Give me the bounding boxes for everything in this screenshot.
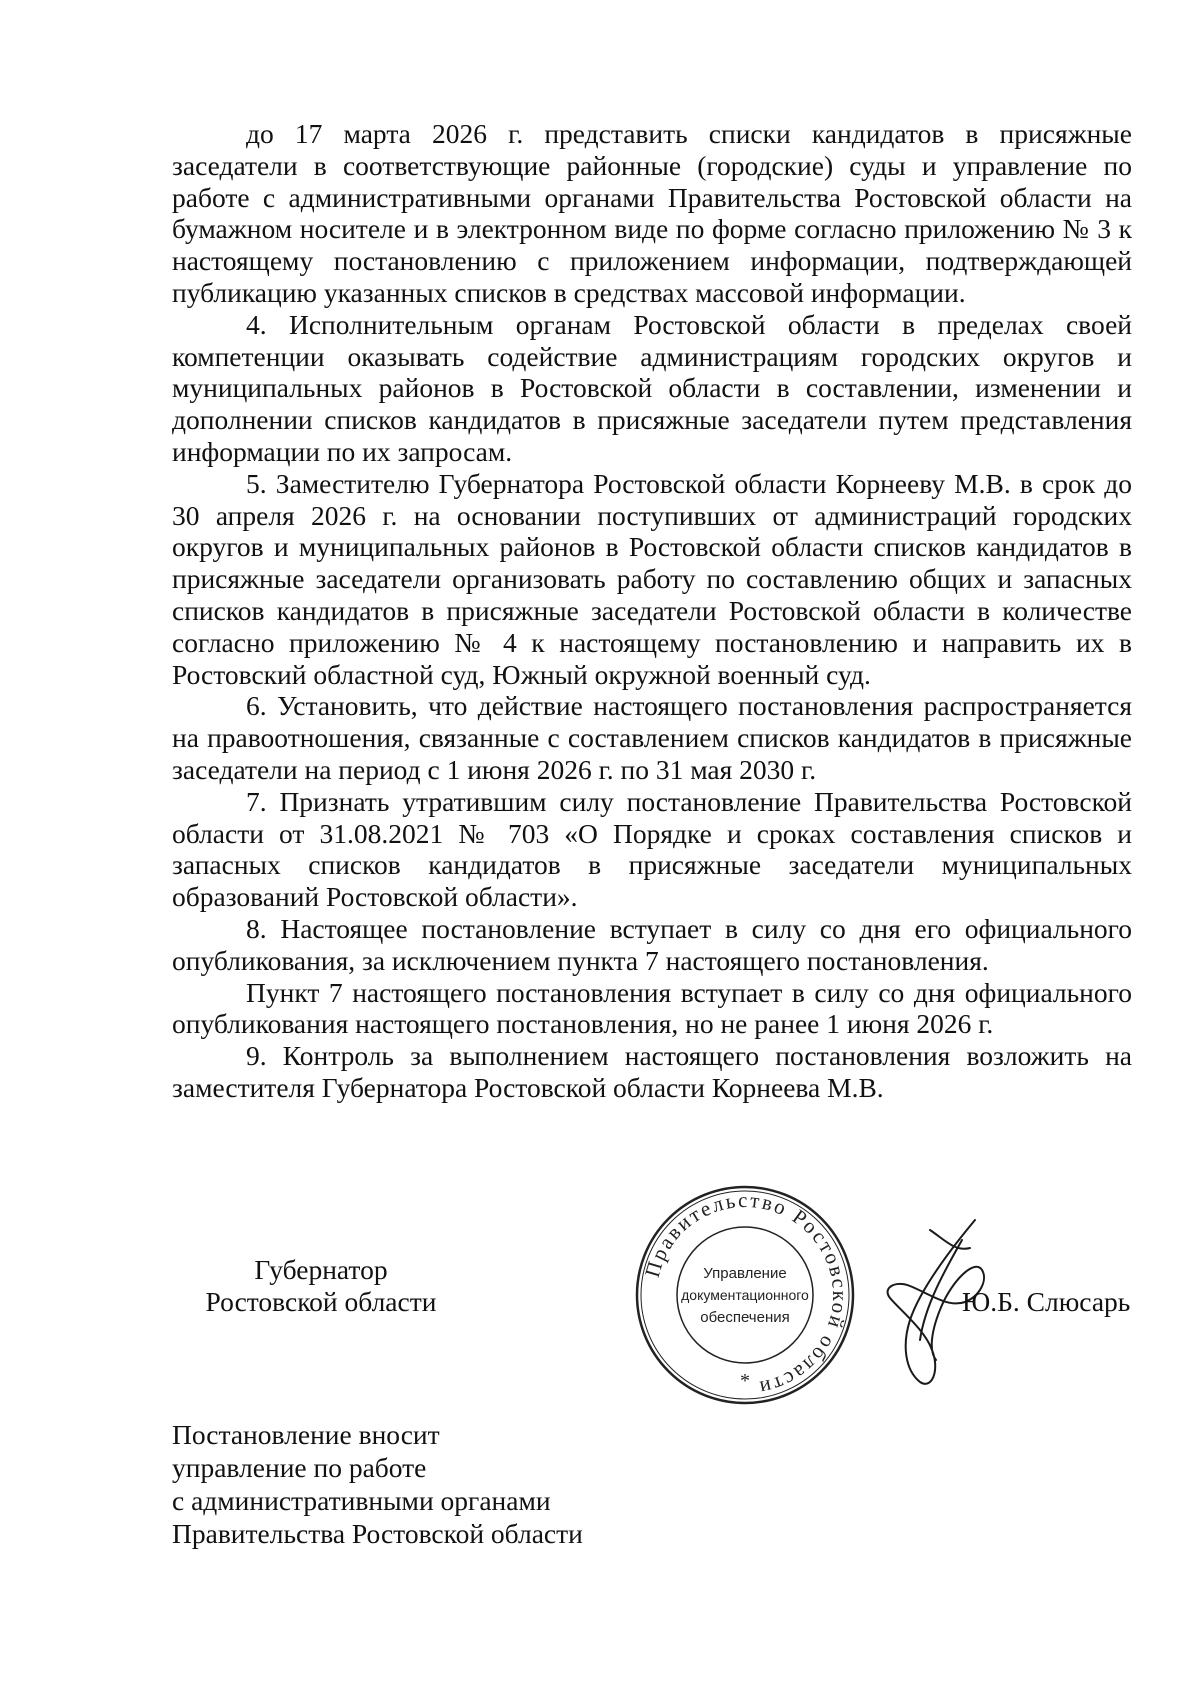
paragraph-item-5: 5. Заместителю Губернатора Ростовской области Корнееву М.В. в срок до 30 апреля 2026 г. на основании поступивших от администраций городских округов и муниципальных районов в Ростовской области списков кандидатов в присяжные заседатели организовать работу по составлению общих и запасных списков кандидатов в присяжные заседатели Ростовской области в количестве согласно приложению № 4 к настоящему постановлению и направить их в Ростовский областной суд, Южный окружной военный суд. <box>172 467 1132 690</box>
stamp-inner-line2: документационного <box>681 1287 809 1303</box>
paragraph-item-8-clause: Пункт 7 настоящего постановления вступает в силу со дня официального опубликования настоящего постановления, но не ранее 1 июня 2026 г. <box>172 976 1132 1040</box>
signer-name: Ю.Б. Слюсарь <box>962 1286 1131 1317</box>
author-note-line4: Правительства Ростовской области <box>172 1518 583 1549</box>
stamp-inner-line3: обеспечения <box>700 1309 790 1326</box>
signer-title-line2: Ростовской области <box>205 1286 437 1317</box>
stamp-star: * <box>740 1370 750 1392</box>
signer-title <box>186 1254 456 1318</box>
paragraph-item-4: 4. Исполнительным органам Ростовской области в пределах своей компетенции оказывать содействие администрациям городских округов и муниципальных районов в Ростовской области в составлении, изменении и дополнении списков кандидатов в присяжные заседатели путем представления информации по их запросам. <box>172 308 1132 467</box>
paragraph-continuation-item-3: до 17 марта 2026 г. представить списки кандидатов в присяжные заседатели в соответствующие районные (городские) суды и управление по работе с административными органами Правительства Ростовской области на бумажном носителе и в электронном виде по форме согласно приложению № 3 к настоящему постановлению с приложением информации, подтверждающей публикацию указанных списков в средствах массовой информации. <box>172 118 1132 308</box>
signer-title-line1: Губернатор <box>254 1254 388 1285</box>
official-stamp <box>630 1180 860 1410</box>
author-note-line1: Постановление вносит <box>172 1419 440 1450</box>
paragraph-item-8: 8. Настоящее постановление вступает в силу со дня его официального опубликования, за исключением пункта 7 настоящего постановления. <box>172 912 1132 976</box>
author-note <box>172 1418 583 1550</box>
stamp-inner-line1: Управление <box>703 1265 787 1282</box>
paragraph-item-7: 7. Признать утратившим силу постановление Правительства Ростовской области от 31.08.2021 № 703 «О Порядке и сроках составления списков и запасных списков кандидатов в присяжные заседатели муниципальных образований Ростовской области». <box>172 785 1132 913</box>
stamp-outer-text: Правительство Ростовской области <box>639 1187 853 1402</box>
author-note-line3: с административными органами <box>172 1485 551 1516</box>
author-note-line2: управление по работе <box>172 1452 427 1483</box>
paragraph-item-9: 9. Контроль за выполнением настоящего постановления возложить на заместителя Губернатора Ростовской области Корнеева М.В. <box>172 1040 1132 1103</box>
paragraph-item-6: 6. Установить, что действие настоящего постановления распространяется на правоотношения, связанные с составлением списков кандидатов в присяжные заседатели на период с 1 июня 2026 г. по 31 мая 2030 г. <box>172 690 1132 785</box>
